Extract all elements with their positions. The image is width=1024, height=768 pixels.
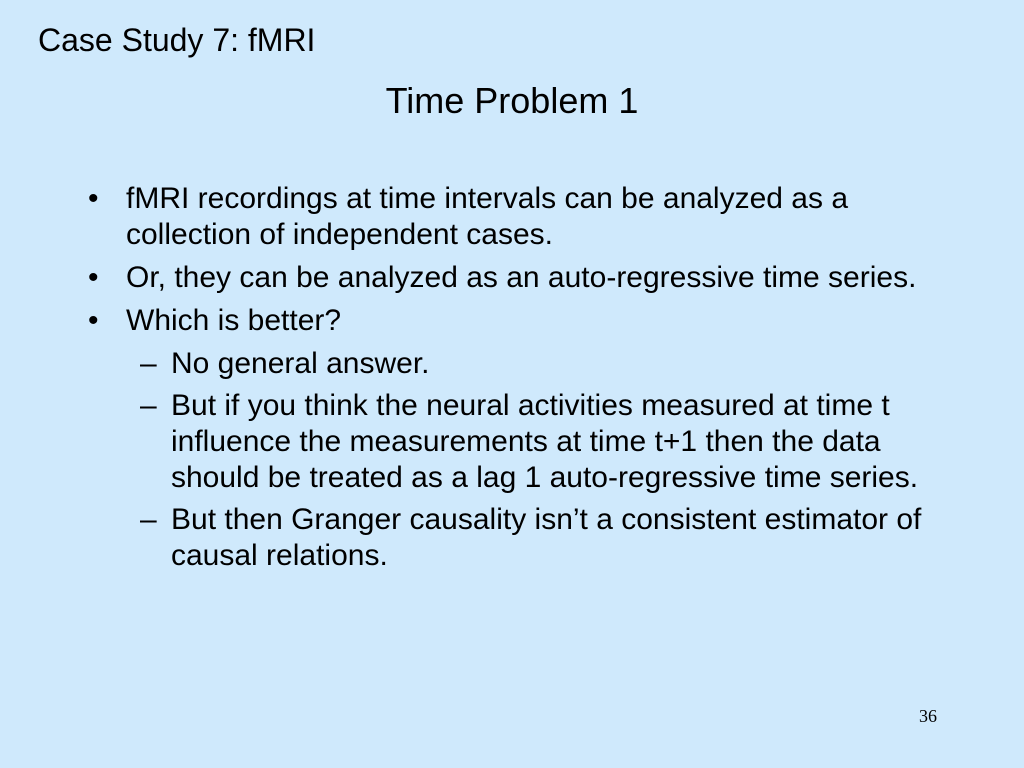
slide-content (82, 181, 952, 574)
bullet-text: fMRI recordings at time intervals can be analyzed as a collection of independent cases. (126, 182, 849, 251)
bullet-item-1 (82, 181, 952, 253)
subbullet-item-2 (82, 388, 952, 496)
subbullet-text: But then Granger causality isn’t a consistent estimator of causal relations. (171, 503, 922, 572)
subbullet-item-3 (82, 502, 952, 574)
subbullet-marker: – (140, 503, 157, 536)
subbullet-text: But if you think the neural activities measured at time t influence the measurements at time t+1 then the data should be treated as a lag 1 auto-regressive time series. (171, 389, 919, 494)
bullet-marker: • (88, 261, 99, 294)
bullet-text: Which is better? (126, 304, 342, 337)
subbullet-item-1 (82, 346, 952, 382)
page-number: 36 (919, 706, 937, 726)
subbullet-marker: – (140, 389, 157, 422)
bullet-marker: • (88, 304, 99, 337)
subbullet-text: No general answer. (171, 347, 430, 380)
bullet-item-2 (82, 260, 952, 296)
bullet-text: Or, they can be analyzed as an auto-regressive time series. (126, 261, 917, 294)
slide-header: Case Study 7: fMRI (38, 22, 316, 58)
subbullet-marker: – (140, 347, 157, 380)
bullet-item-3 (82, 303, 952, 339)
bullet-marker: • (88, 182, 99, 215)
slide-title: Time Problem 1 (385, 80, 639, 121)
